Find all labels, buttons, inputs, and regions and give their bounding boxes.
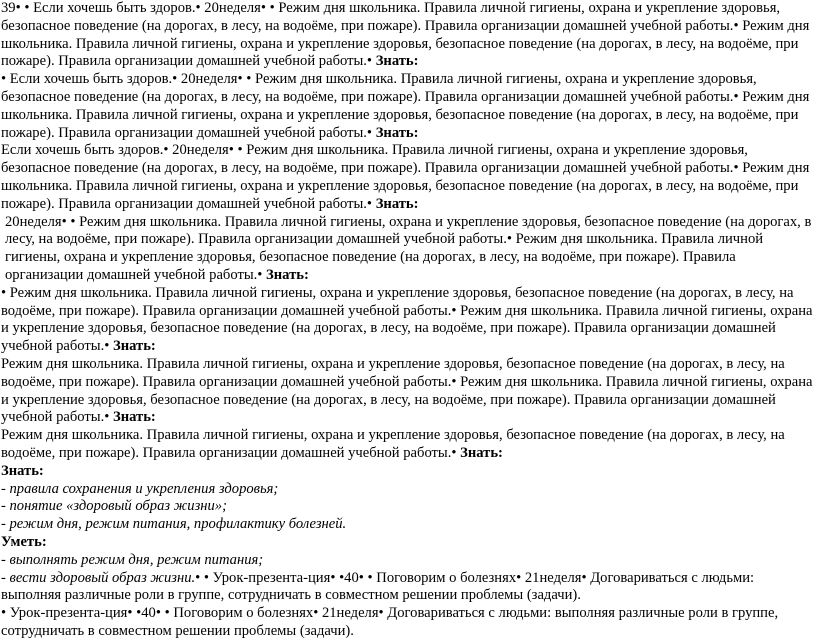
know-item: - режим дня, режим питания, профилактику болезней. xyxy=(1,516,347,533)
paragraph-text: Режим дня школьника. Правила личной гигиены, охрана и укрепление здоровья, безопасное поведение (на дорогах, в лесу, на водоёме, при пожаре). Правила организации домашней учебной работы.• xyxy=(1,427,785,461)
paragraph-text: • Если хочешь быть здоров.• 20неделя• • Режим дня школьника. Правила личной гигиены, охрана и укрепление здоровья, безопасное поведение (на дорогах, в лесу, на водоёме, при пожаре). Правила организации домашней учебной работы.• Режим дня школьника. Правила личной гигиены, охрана и укрепление здоровья, безопасное поведение (на дорогах, в лесу, на водоёме, при пожаре). Правила организации домашней учебной работы.• xyxy=(1,71,810,141)
paragraph-7 xyxy=(1,427,813,463)
know-label: Знать: xyxy=(113,409,156,426)
know-label: Знать: xyxy=(375,195,419,212)
last-paragraph: • Урок-презента-ция• •40• • Поговорим о болезнях• 21неделя• Договариваться с людьми: выполняя различные роли в группе, сотрудничать в совместном решении проблемы (задачи). xyxy=(1,605,779,639)
paragraph-1 xyxy=(1,0,813,71)
know-label: Знать: xyxy=(375,124,419,141)
know-label: Знать: xyxy=(113,338,156,355)
able-heading: Уметь: xyxy=(1,533,47,550)
know-item: - правила сохранения и укрепления здоровья; xyxy=(1,480,279,497)
paragraph-6 xyxy=(1,356,813,427)
paragraph-text: Если хочешь быть здоров.• 20неделя• • Режим дня школьника. Правила личной гигиены, охрана и укрепление здоровья, безопасное поведение (на дорогах, в лесу, на водоёме, при пожаре). Правила организации домашней учебной работы.• Режим дня школьника. Правила личной гигиены, охрана и укрепление здоровья, безопасное поведение (на дорогах, в лесу, на водоёме, при пожаре). Правила организации домашней учебной работы.• xyxy=(1,142,810,212)
paragraph-2 xyxy=(1,71,813,142)
paragraph-5 xyxy=(1,285,813,356)
paragraph-text: • Режим дня школьника. Правила личной гигиены, охрана и укрепление здоровья, безопасное поведение (на дорогах, в лесу, на водоёме, при пожаре). Правила организации домашней учебной работы.• Режим дня школьника. Правила личной гигиены, охрана и укрепление здоровья, безопасное поведение (на дорогах, в лесу, на водоёме, при пожаре). Правила организации домашней учебной работы.• xyxy=(1,284,813,355)
paragraph-text: Режим дня школьника. Правила личной гигиены, охрана и укрепление здоровья, безопасное поведение (на дорогах, в лесу, на водоёме, при пожаре). Правила организации домашней учебной работы.• Режим дня школьника. Правила личной гигиены, охрана и укрепление здоровья, безопасное поведение (на дорогах, в лесу, на водоёме, при пожаре). Правила организации домашней учебной работы.• xyxy=(1,355,813,426)
know-label: Знать: xyxy=(460,444,503,461)
know-item: - понятие «здоровый образ жизни»; xyxy=(1,498,227,515)
able-item-italic: - вести здоровый образ жизни. xyxy=(1,569,196,586)
know-label: Знать: xyxy=(266,266,309,283)
paragraph-text: 20неделя• • Режим дня школьника. Правила личной гигиены, охрана и укрепление здоровья, безопасное поведение (на дорогах, в лесу, на водоёме, при пожаре). Правила организации домашней учебной работы.• Режим дня школьника. Правила личной гигиены, охрана и укрепление здоровья, безопасное поведение (на дорогах, в лесу, на водоёме, при пожаре). Правила организации домашней учебной работы.• xyxy=(5,213,812,283)
paragraph-text: 39• • Если хочешь быть здоров.• 20неделя• • Режим дня школьника. Правила личной гигиены, охрана и укрепление здоровья, безопасное поведение (на дорогах, в лесу, на водоёме, при пожаре). Правила организации домашней учебной работы.• Режим дня школьника. Правила личной гигиены, охрана и укрепление здоровья, безопасное поведение (на дорогах, в лесу, на водоёме, при пожаре). Правила организации домашней учебной работы.• xyxy=(1,0,810,70)
able-item: - выполнять режим дня, режим питания; xyxy=(1,551,264,568)
know-heading: Знать: xyxy=(1,462,44,479)
able-item-2 xyxy=(1,570,813,606)
paragraph-4 xyxy=(1,214,813,285)
know-label: Знать: xyxy=(375,53,419,70)
paragraph-3 xyxy=(1,142,813,213)
able-item-rest: • • Урок-презента-ция• •40• • Поговорим о болезнях• 21неделя• Договариваться с людьми: выполняя различные роли в группе, сотрудничать в совместном решении проблемы (задачи). xyxy=(1,569,755,604)
